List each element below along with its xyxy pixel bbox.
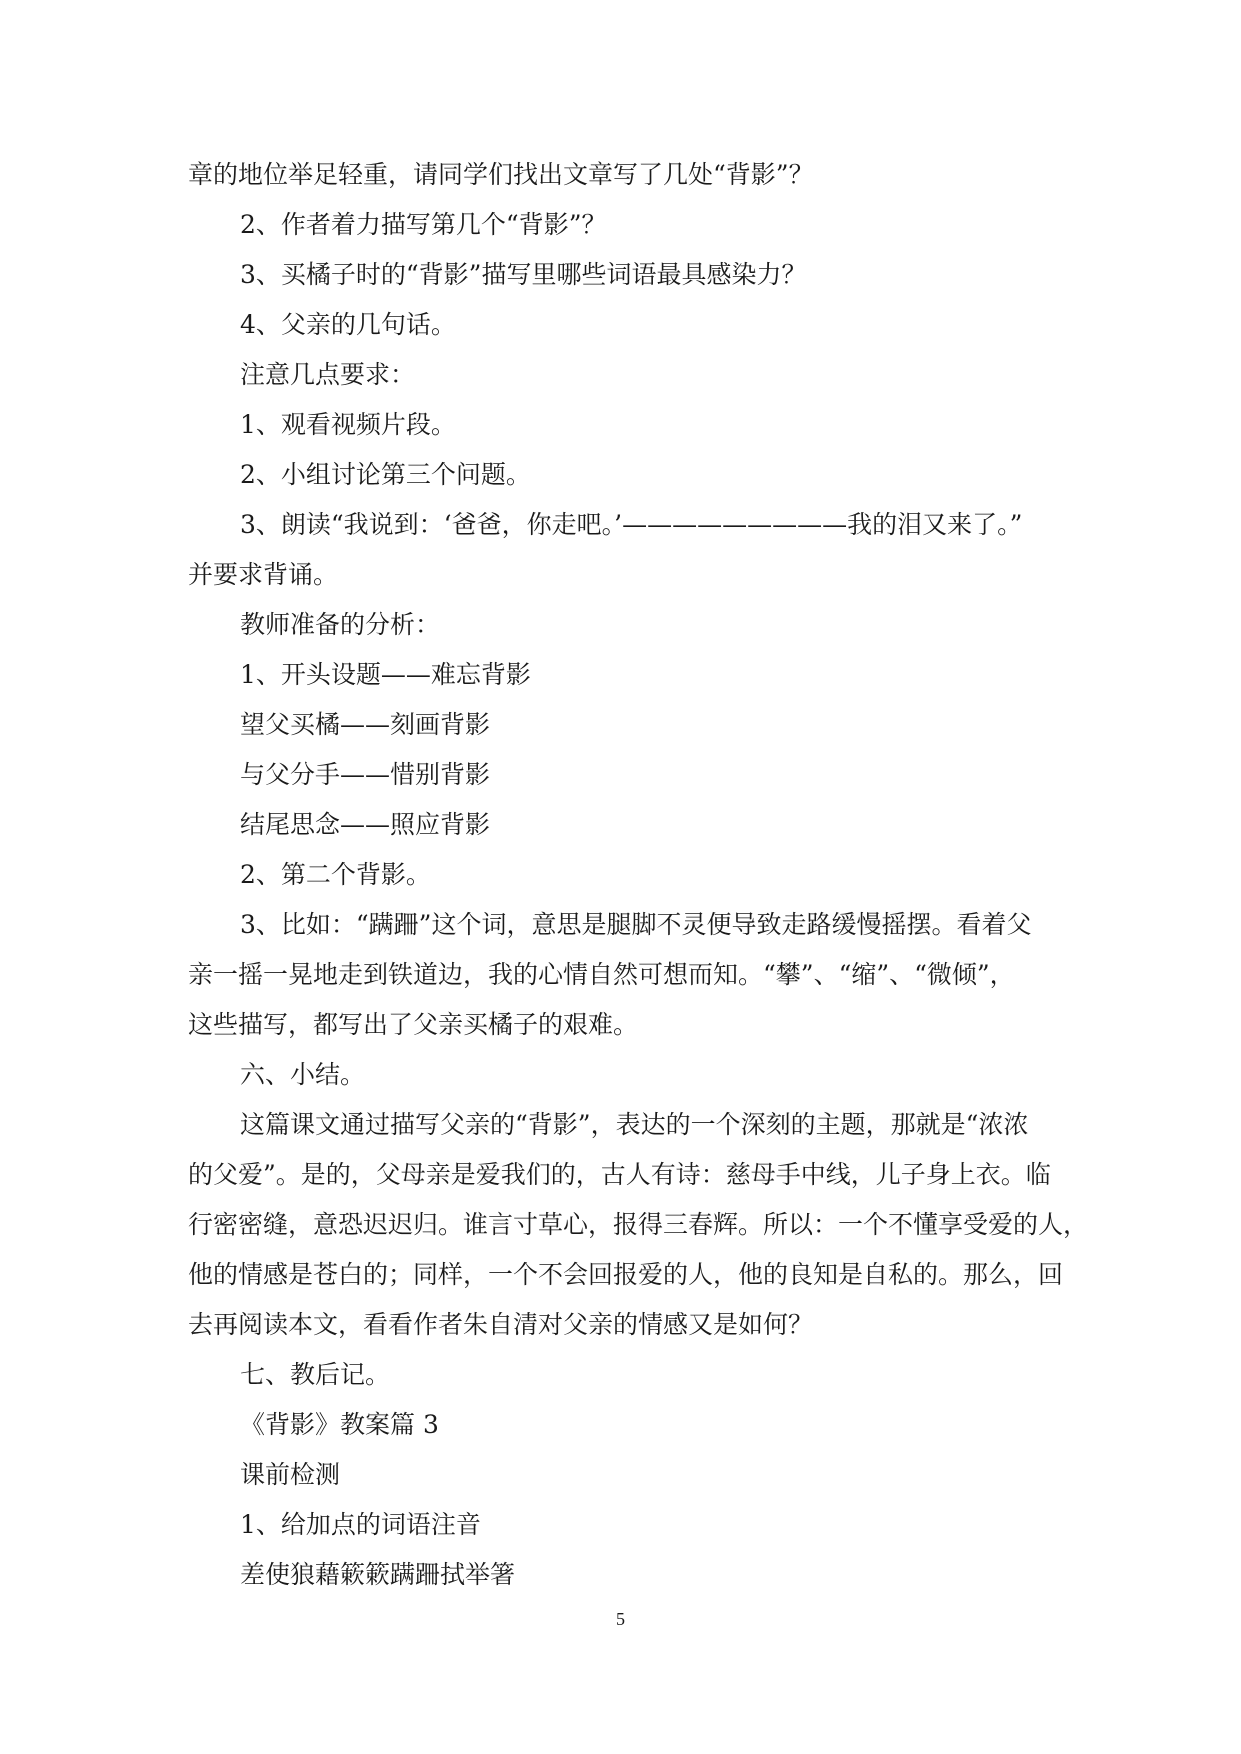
paragraph-line: 课前检测 [240, 1460, 341, 1489]
paragraph-line: 差使狼藉簌簌蹒跚拭举箸 [240, 1560, 516, 1589]
paragraph-line: 1、给加点的词语注音 [240, 1510, 481, 1539]
paragraph-line: 3、比如：“蹒跚”这个词，意思是腿脚不灵便导致走路缓慢摇摆。看着父 [240, 910, 1032, 939]
paragraph-line: 2、第二个背影。 [240, 860, 431, 889]
paragraph-line: 这篇课文通过描写父亲的“背影”，表达的一个深刻的主题，那就是“浓浓 [240, 1110, 1029, 1139]
paragraph-line: 这些描写，都写出了父亲买橘子的艰难。 [188, 1010, 639, 1039]
paragraph-line: 望父买橘——刻画背影 [240, 710, 491, 739]
paragraph-line: 1、观看视频片段。 [240, 410, 456, 439]
paragraph-line: 六、小结。 [240, 1060, 366, 1089]
paragraph-line: 4、父亲的几句话。 [240, 310, 456, 339]
paragraph-line: 七、教后记。 [240, 1360, 391, 1389]
paragraph-line: 章的地位举足轻重，请同学们找出文章写了几处“背影”？ [188, 160, 814, 189]
paragraph-line: 与父分手——惜别背影 [240, 760, 491, 789]
paragraph-line: 行密密缝，意恐迟迟归。谁言寸草心，报得三春辉。所以：一个不懂享受爱的人， [188, 1210, 1089, 1239]
paragraph-line: 3、买橘子时的“背影”描写里哪些词语最具感染力？ [240, 260, 807, 289]
paragraph-line: 他的情感是苍白的；同样，一个不会回报爱的人，他的良知是自私的。那么，回 [188, 1260, 1064, 1289]
paragraph-line: 3、朗读“我说到：‘爸爸，你走吧。’—————————我的泪又来了。” [240, 510, 1023, 539]
paragraph-line: 结尾思念——照应背影 [240, 810, 491, 839]
paragraph-line: 注意几点要求： [240, 360, 416, 389]
paragraph-line: 1、开头设题——难忘背影 [240, 660, 531, 689]
paragraph-line: 亲一摇一晃地走到铁道边，我的心情自然可想而知。“攀”、“缩”、“微倾”， [188, 960, 1015, 989]
paragraph-line: 教师准备的分析： [240, 610, 441, 639]
section-heading: 《背影》教案篇 3 [240, 1410, 439, 1439]
paragraph-line: 并要求背诵。 [188, 560, 339, 589]
paragraph-line: 去再阅读本文，看看作者朱自清对父亲的情感又是如何？ [188, 1310, 814, 1339]
paragraph-line: 2、小组讨论第三个问题。 [240, 460, 531, 489]
paragraph-line: 的父爱”。是的，父母亲是爱我们的，古人有诗：慈母手中线，儿子身上衣。临 [188, 1160, 1051, 1189]
paragraph-line: 2、作者着力描写第几个“背影”？ [240, 210, 607, 239]
page-number: 5 [616, 1609, 625, 1629]
